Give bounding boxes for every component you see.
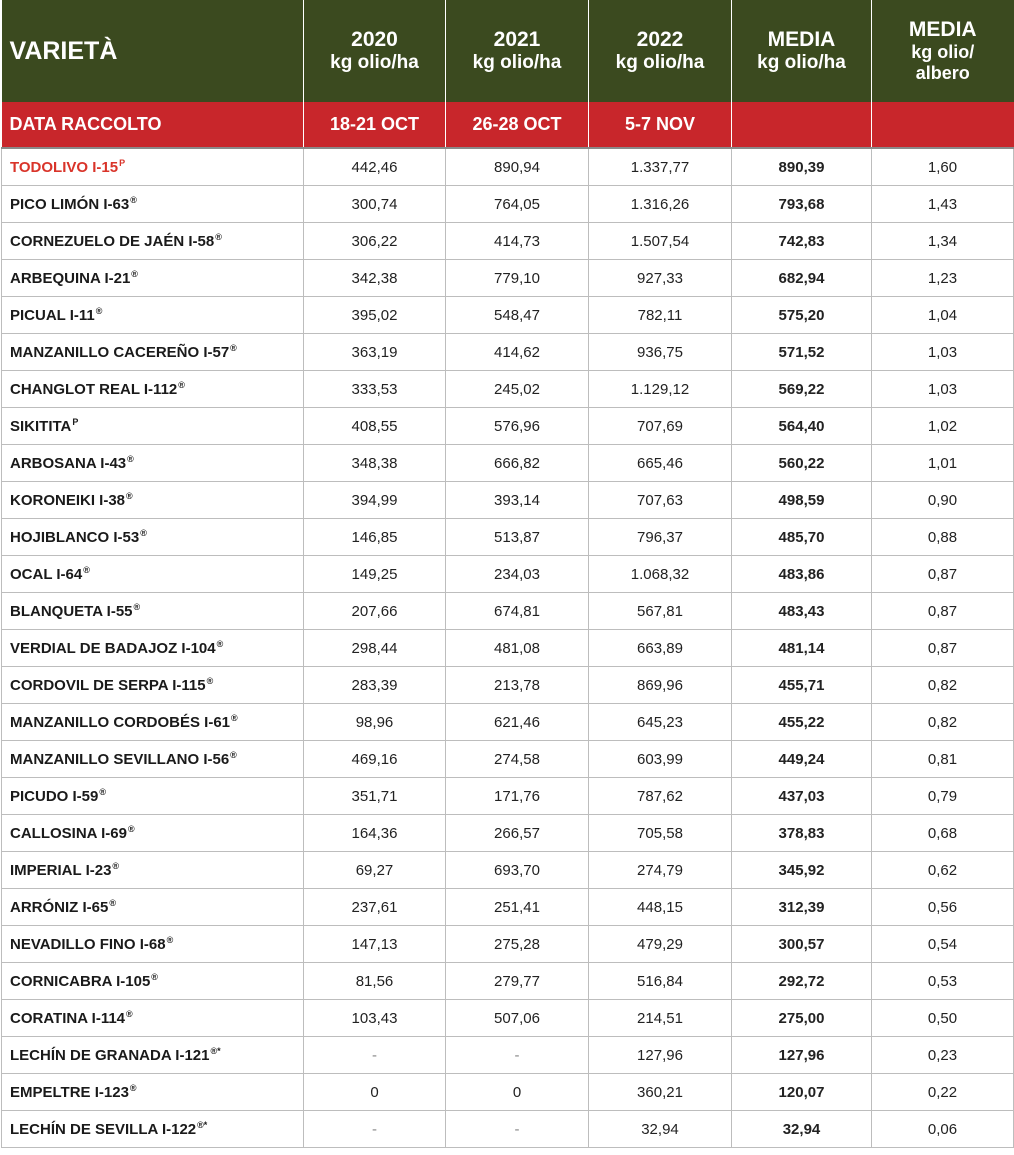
value-2020: 298,44 bbox=[304, 630, 446, 667]
value-2020: 394,99 bbox=[304, 482, 446, 519]
value-media: 575,20 bbox=[732, 297, 872, 334]
table-row bbox=[2, 926, 1014, 963]
variety-name bbox=[2, 556, 304, 593]
registration-mark: ® bbox=[215, 232, 222, 242]
variety-name bbox=[2, 778, 304, 815]
header-media-tree: MEDIA kg olio/ albero bbox=[872, 0, 1014, 102]
registration-mark: ® bbox=[206, 676, 214, 686]
registration-mark: ® bbox=[133, 602, 141, 612]
value-2021: 414,73 bbox=[446, 223, 589, 260]
value-media-tree: 0,81 bbox=[872, 741, 1014, 778]
variety-label: MANZANILLO CACEREÑO I-57 bbox=[10, 344, 230, 361]
value-2022: 787,62 bbox=[589, 778, 732, 815]
value-media-tree: 0,56 bbox=[872, 889, 1014, 926]
variety-label: LECHÍN DE SEVILLA I-122 bbox=[10, 1121, 197, 1138]
value-media: 564,40 bbox=[732, 408, 872, 445]
registration-mark: ® bbox=[127, 824, 135, 834]
value-2020: 146,85 bbox=[304, 519, 446, 556]
value-2020: 469,16 bbox=[304, 741, 446, 778]
variety-name bbox=[2, 741, 304, 778]
value-2022: 360,21 bbox=[589, 1074, 732, 1111]
variety-name bbox=[2, 630, 304, 667]
value-2021: 481,08 bbox=[446, 630, 589, 667]
value-media-tree: 1,23 bbox=[872, 260, 1014, 297]
value-2021: 576,96 bbox=[446, 408, 589, 445]
table-row bbox=[2, 1074, 1014, 1111]
variety-label: LECHÍN DE GRANADA I-121 bbox=[10, 1047, 210, 1064]
table-row bbox=[2, 815, 1014, 852]
value-2022: 214,51 bbox=[589, 1000, 732, 1037]
value-media: 483,86 bbox=[732, 556, 872, 593]
registration-mark: ® bbox=[130, 195, 137, 205]
registration-mark: ® bbox=[129, 1083, 137, 1093]
variety-label: CALLOSINA I-69 bbox=[10, 825, 127, 842]
value-2020: 363,19 bbox=[304, 334, 446, 371]
value-2021: 393,14 bbox=[446, 482, 589, 519]
variety-label: CORNICABRA I-105 bbox=[10, 973, 151, 990]
registration-mark: ® bbox=[178, 380, 185, 390]
value-media-tree: 1,03 bbox=[872, 371, 1014, 408]
header-media: MEDIA kg olio/ha bbox=[732, 0, 872, 102]
table-row bbox=[2, 297, 1014, 334]
value-2021: 171,76 bbox=[446, 778, 589, 815]
value-2020: 283,39 bbox=[304, 667, 446, 704]
harvest-media-tree bbox=[872, 102, 1014, 148]
value-2021: 764,05 bbox=[446, 186, 589, 223]
table-row bbox=[2, 593, 1014, 630]
value-media: 292,72 bbox=[732, 963, 872, 1000]
value-media-tree: 0,23 bbox=[872, 1037, 1014, 1074]
value-media-tree: 1,03 bbox=[872, 334, 1014, 371]
value-2020: 395,02 bbox=[304, 297, 446, 334]
table-row bbox=[2, 260, 1014, 297]
value-2020: 348,38 bbox=[304, 445, 446, 482]
value-2020: - bbox=[304, 1037, 446, 1074]
header-variety: VARIETÀ bbox=[2, 0, 304, 102]
variety-label: CORNEZUELO DE JAÉN I-58 bbox=[10, 233, 215, 250]
value-2022: 927,33 bbox=[589, 260, 732, 297]
value-media: 120,07 bbox=[732, 1074, 872, 1111]
value-media: 890,39 bbox=[732, 148, 872, 186]
registration-mark: ® bbox=[127, 454, 134, 464]
registration-mark: ® bbox=[230, 750, 237, 760]
variety-label: CHANGLOT REAL I-112 bbox=[10, 381, 178, 398]
value-2022: 448,15 bbox=[589, 889, 732, 926]
variety-label: PICO LIMÓN I-63 bbox=[10, 196, 130, 213]
value-2020: 149,25 bbox=[304, 556, 446, 593]
value-media: 793,68 bbox=[732, 186, 872, 223]
registration-mark: ® bbox=[131, 269, 138, 279]
harvest-media bbox=[732, 102, 872, 148]
value-media: 345,92 bbox=[732, 852, 872, 889]
variety-name bbox=[2, 852, 304, 889]
value-media-tree: 0,06 bbox=[872, 1111, 1014, 1148]
variety-label: HOJIBLANCO I-53 bbox=[10, 529, 140, 546]
value-media-tree: 0,54 bbox=[872, 926, 1014, 963]
value-2020: 147,13 bbox=[304, 926, 446, 963]
value-2022: 1.337,77 bbox=[589, 148, 732, 186]
value-media: 455,22 bbox=[732, 704, 872, 741]
table-row bbox=[2, 1000, 1014, 1037]
value-media-tree: 1,01 bbox=[872, 445, 1014, 482]
value-2021: 245,02 bbox=[446, 371, 589, 408]
header-2022: 2022 kg olio/ha bbox=[589, 0, 732, 102]
value-media: 32,94 bbox=[732, 1111, 872, 1148]
registration-mark: ® bbox=[95, 306, 103, 316]
registration-mark: ® bbox=[166, 935, 174, 945]
table-row bbox=[2, 1037, 1014, 1074]
registration-mark: ® bbox=[230, 343, 237, 353]
value-2020: 300,74 bbox=[304, 186, 446, 223]
registration-mark: ® bbox=[216, 639, 224, 649]
variety-label: TODOLIVO I-15 bbox=[10, 159, 119, 176]
variety-name bbox=[2, 1111, 304, 1148]
variety-name bbox=[2, 1000, 304, 1037]
value-media-tree: 0,82 bbox=[872, 667, 1014, 704]
value-2022: 665,46 bbox=[589, 445, 732, 482]
variety-label: CORDOVIL DE SERPA I-115 bbox=[10, 677, 206, 694]
table-row bbox=[2, 148, 1014, 186]
value-2021: 513,87 bbox=[446, 519, 589, 556]
value-media-tree: 0,53 bbox=[872, 963, 1014, 1000]
value-2020: 69,27 bbox=[304, 852, 446, 889]
value-2020: 351,71 bbox=[304, 778, 446, 815]
variety-label: ARBEQUINA I-21 bbox=[10, 270, 131, 287]
variety-name bbox=[2, 408, 304, 445]
value-2020: 442,46 bbox=[304, 148, 446, 186]
variety-label: EMPELTRE I-123 bbox=[10, 1084, 129, 1101]
value-media-tree: 0,87 bbox=[872, 630, 1014, 667]
value-2022: 782,11 bbox=[589, 297, 732, 334]
value-media: 560,22 bbox=[732, 445, 872, 482]
value-2022: 1.507,54 bbox=[589, 223, 732, 260]
registration-mark: ® bbox=[126, 491, 133, 501]
value-media: 449,24 bbox=[732, 741, 872, 778]
value-media-tree: 0,82 bbox=[872, 704, 1014, 741]
value-2021: 266,57 bbox=[446, 815, 589, 852]
value-2020: 237,61 bbox=[304, 889, 446, 926]
registration-mark: ® bbox=[109, 898, 116, 908]
harvest-label: DATA RACCOLTO bbox=[2, 102, 304, 148]
variety-name bbox=[2, 334, 304, 371]
registration-mark: ® bbox=[231, 713, 238, 723]
value-2021: 507,06 bbox=[446, 1000, 589, 1037]
value-2021: 890,94 bbox=[446, 148, 589, 186]
value-2022: 32,94 bbox=[589, 1111, 732, 1148]
value-media: 312,39 bbox=[732, 889, 872, 926]
value-media-tree: 0,87 bbox=[872, 593, 1014, 630]
value-media: 569,22 bbox=[732, 371, 872, 408]
table-row bbox=[2, 519, 1014, 556]
registration-mark: ®* bbox=[210, 1046, 221, 1056]
variety-label: CORATINA I-114 bbox=[10, 1010, 126, 1027]
value-2022: 516,84 bbox=[589, 963, 732, 1000]
value-2021: 414,62 bbox=[446, 334, 589, 371]
variety-label: PICUAL I-11 bbox=[10, 307, 95, 324]
value-2022: 796,37 bbox=[589, 519, 732, 556]
yield-table bbox=[1, 0, 1014, 1148]
table-row bbox=[2, 963, 1014, 1000]
value-2021: 279,77 bbox=[446, 963, 589, 1000]
value-2021: 0 bbox=[446, 1074, 589, 1111]
header-2020: 2020 kg olio/ha bbox=[304, 0, 446, 102]
variety-name bbox=[2, 667, 304, 704]
value-media: 275,00 bbox=[732, 1000, 872, 1037]
value-2022: 1.068,32 bbox=[589, 556, 732, 593]
value-media: 300,57 bbox=[732, 926, 872, 963]
table-row bbox=[2, 630, 1014, 667]
value-media: 485,70 bbox=[732, 519, 872, 556]
registration-mark: P bbox=[119, 158, 126, 168]
value-media-tree: 0,87 bbox=[872, 556, 1014, 593]
value-2021: - bbox=[446, 1037, 589, 1074]
value-2022: 1.129,12 bbox=[589, 371, 732, 408]
registration-mark: ® bbox=[83, 565, 90, 575]
value-2021: 621,46 bbox=[446, 704, 589, 741]
variety-name bbox=[2, 926, 304, 963]
value-2021: 213,78 bbox=[446, 667, 589, 704]
harvest-2020: 18-21 OCT bbox=[304, 102, 446, 148]
value-2021: 674,81 bbox=[446, 593, 589, 630]
variety-label: IMPERIAL I-23 bbox=[10, 862, 112, 879]
variety-label: OCAL I-64 bbox=[10, 566, 83, 583]
variety-name bbox=[2, 482, 304, 519]
variety-label: PICUDO I-59 bbox=[10, 788, 99, 805]
value-2020: 103,43 bbox=[304, 1000, 446, 1037]
value-2020: 333,53 bbox=[304, 371, 446, 408]
value-media-tree: 1,04 bbox=[872, 297, 1014, 334]
value-media: 437,03 bbox=[732, 778, 872, 815]
value-2020: 306,22 bbox=[304, 223, 446, 260]
value-media-tree: 0,22 bbox=[872, 1074, 1014, 1111]
table-row bbox=[2, 371, 1014, 408]
table-row bbox=[2, 778, 1014, 815]
registration-mark: ® bbox=[140, 528, 147, 538]
value-2021: 274,58 bbox=[446, 741, 589, 778]
value-2020: 81,56 bbox=[304, 963, 446, 1000]
variety-label: ARBOSANA I-43 bbox=[10, 455, 127, 472]
value-media: 498,59 bbox=[732, 482, 872, 519]
variety-name bbox=[2, 148, 304, 186]
header-2021: 2021 kg olio/ha bbox=[446, 0, 589, 102]
value-2020: 408,55 bbox=[304, 408, 446, 445]
table-row bbox=[2, 556, 1014, 593]
value-2020: 207,66 bbox=[304, 593, 446, 630]
value-2022: 663,89 bbox=[589, 630, 732, 667]
variety-label: BLANQUETA I-55 bbox=[10, 603, 133, 620]
value-2020: - bbox=[304, 1111, 446, 1148]
variety-name bbox=[2, 704, 304, 741]
registration-mark: ®* bbox=[197, 1120, 208, 1130]
value-media-tree: 0,68 bbox=[872, 815, 1014, 852]
value-media-tree: 0,79 bbox=[872, 778, 1014, 815]
variety-name bbox=[2, 445, 304, 482]
table-row bbox=[2, 408, 1014, 445]
variety-label: VERDIAL DE BADAJOZ I-104 bbox=[10, 640, 216, 657]
value-media-tree: 1,43 bbox=[872, 186, 1014, 223]
table-row bbox=[2, 223, 1014, 260]
variety-label: SIKITITA bbox=[10, 418, 72, 435]
table-row bbox=[2, 889, 1014, 926]
value-media: 483,43 bbox=[732, 593, 872, 630]
table-body bbox=[2, 148, 1014, 1148]
value-media: 571,52 bbox=[732, 334, 872, 371]
variety-label: KORONEIKI I-38 bbox=[10, 492, 126, 509]
value-2021: 666,82 bbox=[446, 445, 589, 482]
value-media-tree: 0,50 bbox=[872, 1000, 1014, 1037]
value-2022: 707,63 bbox=[589, 482, 732, 519]
value-2022: 567,81 bbox=[589, 593, 732, 630]
value-2021: 251,41 bbox=[446, 889, 589, 926]
value-media: 742,83 bbox=[732, 223, 872, 260]
registration-mark: P bbox=[72, 417, 79, 427]
value-2020: 98,96 bbox=[304, 704, 446, 741]
registration-mark: ® bbox=[126, 1009, 133, 1019]
table-row bbox=[2, 852, 1014, 889]
variety-name bbox=[2, 223, 304, 260]
value-2022: 645,23 bbox=[589, 704, 732, 741]
value-2022: 479,29 bbox=[589, 926, 732, 963]
harvest-2021: 26-28 OCT bbox=[446, 102, 589, 148]
value-media: 682,94 bbox=[732, 260, 872, 297]
variety-name bbox=[2, 371, 304, 408]
value-2022: 274,79 bbox=[589, 852, 732, 889]
value-2022: 1.316,26 bbox=[589, 186, 732, 223]
value-media-tree: 0,88 bbox=[872, 519, 1014, 556]
harvest-date-row bbox=[2, 102, 1014, 148]
table-row bbox=[2, 334, 1014, 371]
variety-name bbox=[2, 1037, 304, 1074]
table-row bbox=[2, 445, 1014, 482]
table-row bbox=[2, 482, 1014, 519]
value-2021: - bbox=[446, 1111, 589, 1148]
value-2022: 603,99 bbox=[589, 741, 732, 778]
value-2022: 936,75 bbox=[589, 334, 732, 371]
value-media: 378,83 bbox=[732, 815, 872, 852]
variety-name bbox=[2, 186, 304, 223]
value-media-tree: 0,90 bbox=[872, 482, 1014, 519]
value-media-tree: 1,34 bbox=[872, 223, 1014, 260]
registration-mark: ® bbox=[99, 787, 106, 797]
registration-mark: ® bbox=[151, 972, 158, 982]
variety-name bbox=[2, 593, 304, 630]
value-2022: 705,58 bbox=[589, 815, 732, 852]
value-2021: 234,03 bbox=[446, 556, 589, 593]
value-2020: 164,36 bbox=[304, 815, 446, 852]
table-row bbox=[2, 1111, 1014, 1148]
value-media-tree: 0,62 bbox=[872, 852, 1014, 889]
variety-label: NEVADILLO FINO I-68 bbox=[10, 936, 166, 953]
value-media-tree: 1,02 bbox=[872, 408, 1014, 445]
variety-name bbox=[2, 519, 304, 556]
variety-name bbox=[2, 963, 304, 1000]
variety-name bbox=[2, 1074, 304, 1111]
value-2020: 0 bbox=[304, 1074, 446, 1111]
value-media: 127,96 bbox=[732, 1037, 872, 1074]
variety-label: MANZANILLO CORDOBÉS I-61 bbox=[10, 714, 231, 731]
variety-name bbox=[2, 815, 304, 852]
table-row bbox=[2, 186, 1014, 223]
harvest-2022: 5-7 NOV bbox=[589, 102, 732, 148]
value-2020: 342,38 bbox=[304, 260, 446, 297]
value-media: 481,14 bbox=[732, 630, 872, 667]
value-2022: 707,69 bbox=[589, 408, 732, 445]
value-2021: 693,70 bbox=[446, 852, 589, 889]
value-media-tree: 1,60 bbox=[872, 148, 1014, 186]
value-2021: 275,28 bbox=[446, 926, 589, 963]
variety-name bbox=[2, 260, 304, 297]
variety-label: ARRÓNIZ I-65 bbox=[10, 899, 109, 916]
header-row bbox=[2, 0, 1014, 102]
table-row bbox=[2, 667, 1014, 704]
variety-name bbox=[2, 889, 304, 926]
value-media: 455,71 bbox=[732, 667, 872, 704]
value-2021: 548,47 bbox=[446, 297, 589, 334]
value-2022: 127,96 bbox=[589, 1037, 732, 1074]
table-row bbox=[2, 741, 1014, 778]
value-2022: 869,96 bbox=[589, 667, 732, 704]
table-row bbox=[2, 704, 1014, 741]
registration-mark: ® bbox=[112, 861, 120, 871]
value-2021: 779,10 bbox=[446, 260, 589, 297]
variety-name bbox=[2, 297, 304, 334]
variety-label: MANZANILLO SEVILLANO I-56 bbox=[10, 751, 230, 768]
